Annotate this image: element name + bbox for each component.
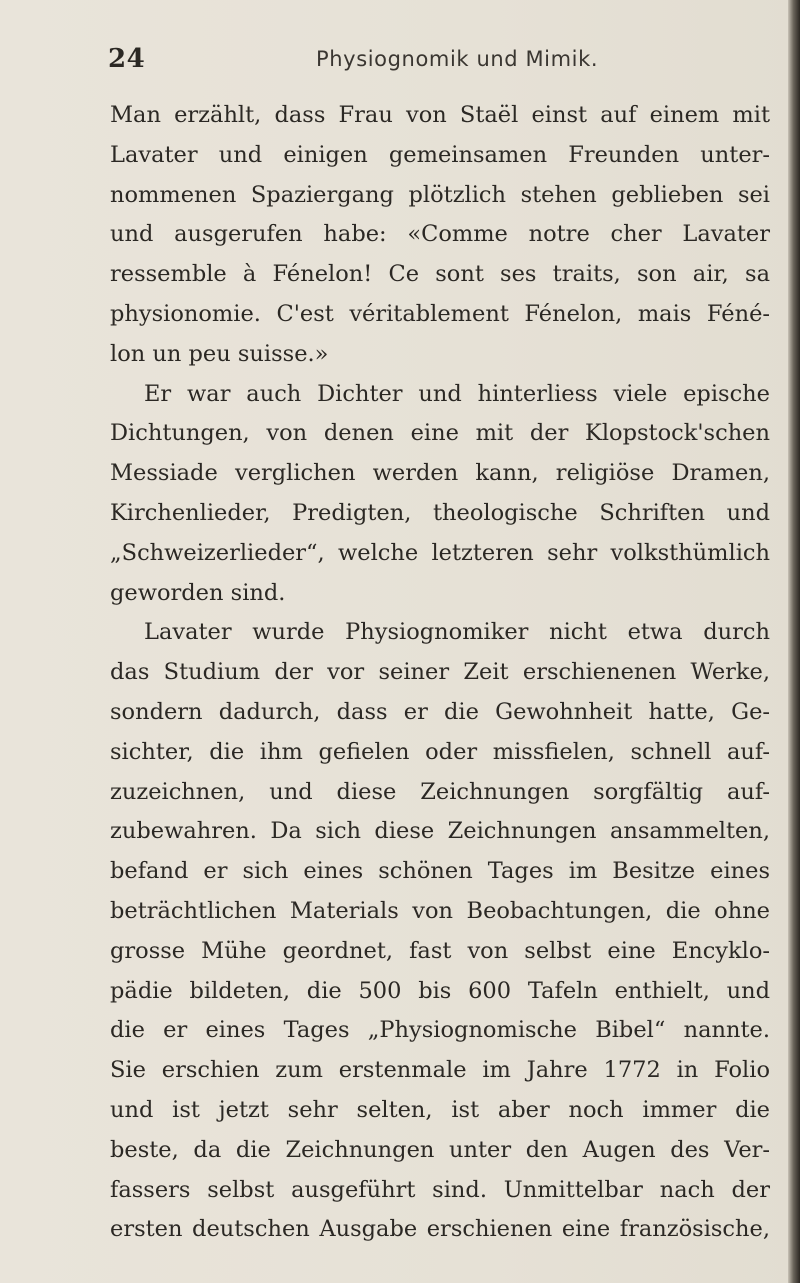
body-text [110, 96, 770, 1250]
text-line: Er war auch Dichter und hinterliess viele epische [144, 380, 770, 407]
text-line: Man erzählt, dass Frau von Staël einst auf einem mit [110, 102, 770, 128]
text-line: zubewahren. Da sich diese Zeichnungen ansammelten, [110, 818, 770, 845]
running-head: Physiognomik und Mimik. [316, 47, 599, 71]
text-line: Sie erschien zum erstenmale im Jahre 1772 in Folio [110, 1057, 770, 1084]
text-line: die er eines Tages „Physiognomische Bibel“ nannte. [110, 1017, 770, 1044]
text-line: pädie bildeten, die 500 bis 600 Tafeln enthielt, und [110, 977, 770, 1004]
text-line: lon un peu suisse.» [110, 340, 329, 367]
text-line: sichter, die ihm gefielen oder missfielen, schnell auf- [110, 738, 770, 765]
text-line: „Schweizerlieder“, welche letzteren sehr volksthümlich [110, 539, 770, 566]
text-line: grosse Mühe geordnet, fast von selbst eine Encyklo- [110, 937, 770, 964]
text-line: Kirchenlieder, Predigten, theologische Schriften und [110, 499, 770, 526]
text-line: und ausgerufen habe: «Comme notre cher Lavater [110, 221, 770, 248]
text-line: physionomie. C'est véritablement Fénelon, mais Féné- [110, 300, 770, 327]
text-line: Lavater wurde Physiognomiker nicht etwa durch [144, 619, 770, 646]
text-line: nommenen Spaziergang plötzlich stehen geblieben sei [110, 181, 770, 208]
text-line: Messiade verglichen werden kann, religiöse Dramen, [110, 460, 770, 487]
text-line: sondern dadurch, dass er die Gewohnheit hatte, Ge- [110, 698, 770, 725]
page-number: 24 [108, 44, 146, 74]
page-edge-shadow [788, 0, 800, 1283]
text-line: befand er sich eines schönen Tages im Besitze eines [110, 858, 770, 885]
text-line: fassers selbst ausgeführt sind. Unmittelbar nach der [110, 1176, 770, 1203]
text-line: ressemble à Fénelon! Ce sont ses traits, son air, sa [110, 261, 770, 288]
text-line: Dichtungen, von denen eine mit der Klopstock'schen [110, 420, 770, 447]
text-line: beste, da die Zeichnungen unter den Augen des Ver- [110, 1136, 770, 1163]
text-line: ersten deutschen Ausgabe erschienen eine französische, [110, 1216, 770, 1243]
text-line: das Studium der vor seiner Zeit erschienenen Werke, [110, 659, 770, 686]
text-line: geworden sind. [110, 579, 286, 606]
page-header [108, 44, 768, 84]
text-line: zuzeichnen, und diese Zeichnungen sorgfältig auf- [110, 778, 770, 805]
text-line: und ist jetzt sehr selten, ist aber noch immer die [110, 1096, 770, 1123]
text-line: beträchtlichen Materials von Beobachtungen, die ohne [110, 897, 770, 924]
text-line: Lavater und einigen gemeinsamen Freunden unter- [110, 141, 770, 168]
